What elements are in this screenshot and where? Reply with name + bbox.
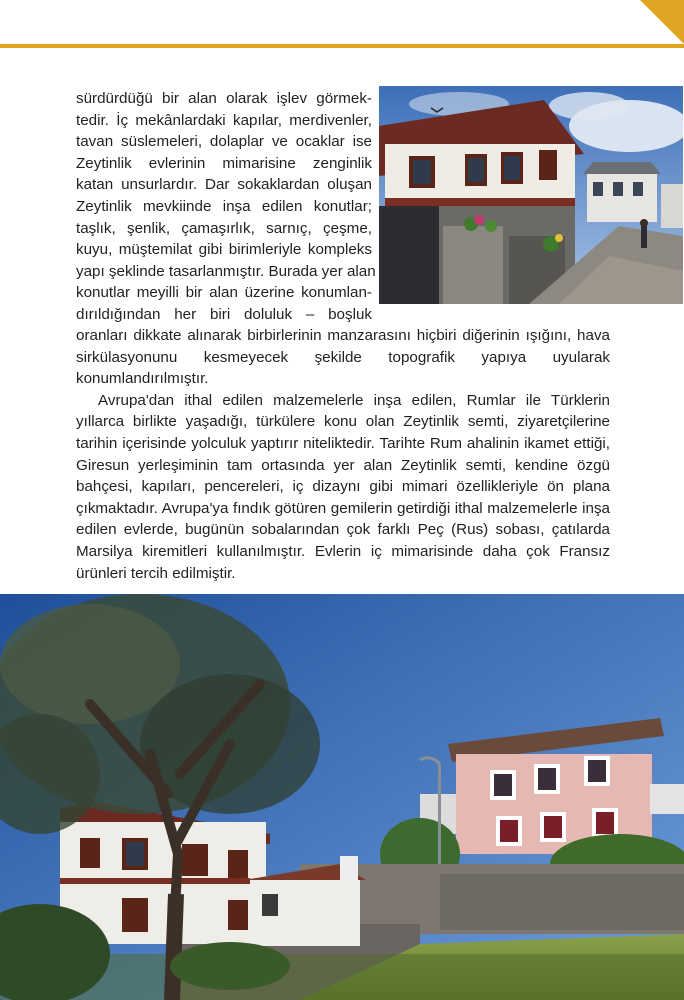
text-line: dırıldığından her biri doluluk – boşluk bbox=[76, 305, 372, 323]
text-line: taşlık, şenlik, çamaşırlık, sarnıç, çeşme, bbox=[76, 219, 372, 237]
zeytinlik-houses-photo bbox=[0, 594, 684, 1000]
corner-tab bbox=[640, 0, 684, 44]
paragraph-continuation: oranları dikkate alınarak birbirlerinin manzarasını hiçbiri diğerinin ışığını, hava sirkülasyonunu kesmeyecek şekilde topografik yapıya uyularak konumlandırılmıştır. bbox=[76, 327, 610, 388]
text-line: katan unsurlardır. Dar sokaklardan oluşan bbox=[76, 176, 372, 194]
article-wrap-text bbox=[76, 88, 376, 326]
text-line: kuyu, müştemilat gibi birimleriyle kompleks bbox=[76, 241, 372, 259]
text-line: tedir. İç mekânlardaki kapılar, merdivenler, bbox=[76, 111, 372, 129]
text-line: konutlar meyilli bir alan üzerine konumlan- bbox=[76, 284, 372, 302]
text-line: yapı şeklinde tasarlanmıştır. Burada yer alan bbox=[76, 262, 376, 280]
text-line: tavan süslemeleri, dolaplar ve ocaklar ise bbox=[76, 133, 372, 151]
street-houses-photo bbox=[379, 86, 683, 304]
text-line: sürdürdüğü bir alan olarak işlev görmek- bbox=[76, 90, 372, 107]
text-line: Zeytinlik evlerinin mimarisine zenginlik bbox=[76, 154, 372, 172]
header-rule bbox=[0, 44, 684, 48]
text-line: Zeytinlik mevkiinde inşa edilen konutlar; bbox=[76, 197, 372, 215]
article-body bbox=[76, 325, 610, 584]
paragraph: Avrupa'dan ithal edilen malzemelerle inşa edilen, Rumlar ile Türklerin yıllarca birlikte yaşadığı, türkülere konu olan Zeytinlik semti, ziyaretçilerine tarihin içerisinde yolculuk yaptırır niteliktedir. Tarihte Rum ahalinin ikamet ettiği, Giresun yerleşiminin tam ortasında yer alan Zeytinlik semti, kendine özgü bahçesi, kapıları, pencereleri, iç dizaynı gibi mimari özellikleriyle ön plana çıkmaktadır. Avrupa'ya fındık götüren gemilerin getirdiği ithal malzemelerle inşa edilen evlerde, bugünün sobalarından çok farklı Peç (Rus) sobası, çatılarda Marsilya kiremitleri kullanılmıştır. Evlerin iç mimarisinde daha çok Fransız ürünleri tercih edilmiştir. bbox=[76, 391, 610, 582]
